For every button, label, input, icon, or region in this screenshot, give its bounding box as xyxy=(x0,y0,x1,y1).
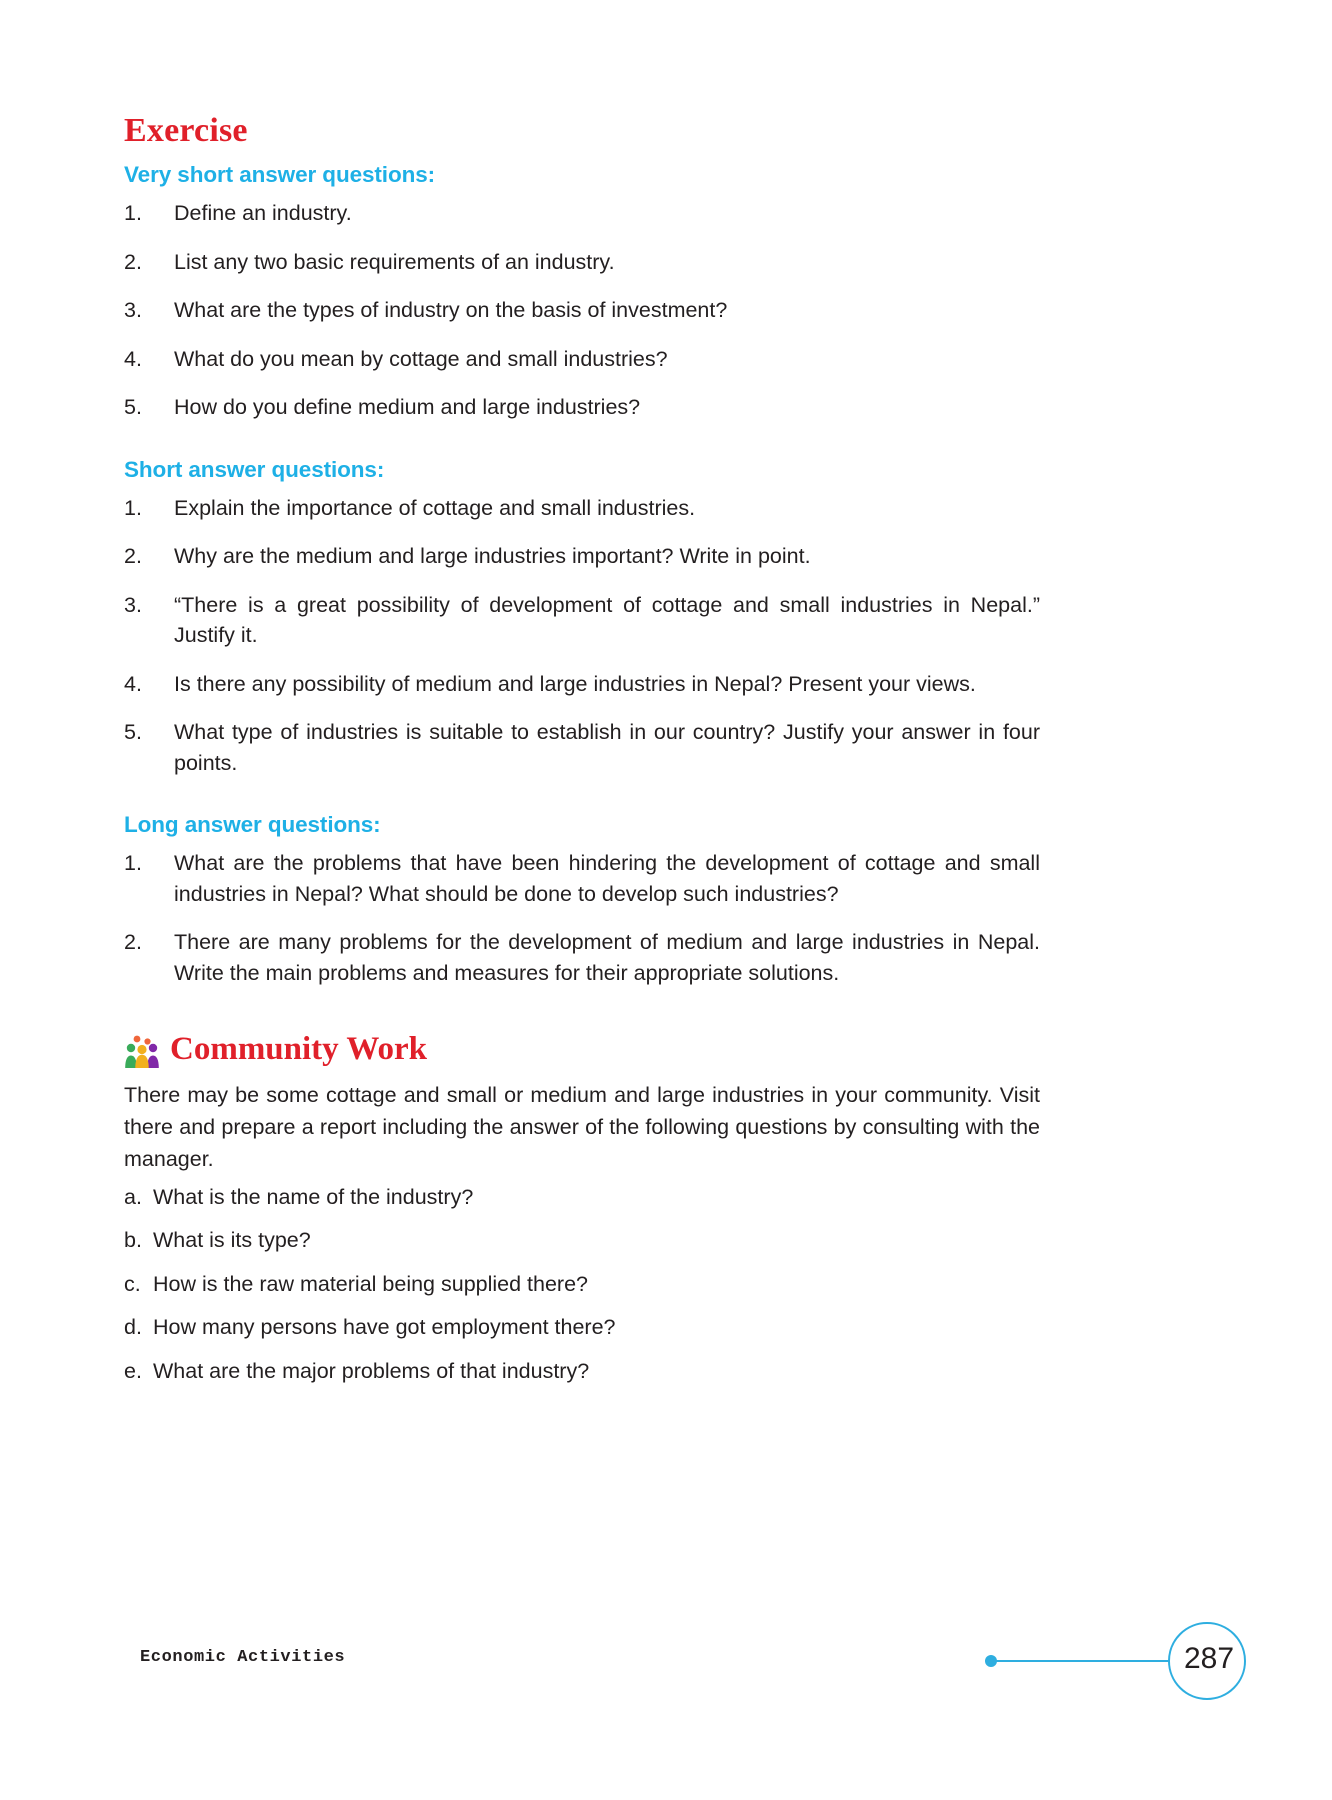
list-item xyxy=(124,590,1040,651)
item-label: d. xyxy=(124,1315,142,1340)
item-text: What type of industries is suitable to establish in our country? Justify your answer in four points. xyxy=(174,720,1040,775)
list-item xyxy=(124,247,1040,278)
footer-page-number: 287 xyxy=(1183,1642,1235,1675)
page-title: Exercise xyxy=(124,112,248,149)
section-heading-short: Short answer questions: xyxy=(124,456,385,482)
question-list-long xyxy=(124,848,1040,988)
community-work-heading xyxy=(124,1030,1040,1068)
item-text: What are the problems that have been hindering the development of cottage and small industries in Nepal? What should be done to develop such industries? xyxy=(174,851,1040,906)
item-text: There are many problems for the development of medium and large industries in Nepal. Write the main problems and measures for their appropriate solutions. xyxy=(174,930,1040,985)
item-label: e. xyxy=(124,1358,142,1383)
list-item xyxy=(124,1312,1040,1343)
item-number: 4. xyxy=(124,346,142,371)
people-group-icon xyxy=(124,1030,160,1068)
item-text: Is there any possibility of medium and large industries in Nepal? Present your views. xyxy=(174,671,976,696)
item-text: Define an industry. xyxy=(174,201,352,225)
list-item xyxy=(124,198,1040,229)
community-work-section xyxy=(124,1030,1040,1386)
item-text: “There is a great possibility of development of cottage and small industries in Nepal.” Justify it. xyxy=(174,592,1040,648)
item-label: c. xyxy=(124,1271,141,1296)
page-content xyxy=(124,112,1040,1399)
item-text: What are the types of industry on the basis of investment? xyxy=(174,298,728,323)
item-number: 2. xyxy=(124,249,142,274)
page-footer xyxy=(0,1628,1332,1688)
community-work-paragraph: There may be some cottage and small or medium and large industries in your community. Visit there and prepare a report including the answer of the following questions by consulting with the manager. xyxy=(124,1083,1040,1171)
item-text: List any two basic requirements of an industry. xyxy=(174,249,615,274)
item-number: 5. xyxy=(124,395,142,420)
item-text: Explain the importance of cottage and small industries. xyxy=(174,495,696,520)
item-number: 5. xyxy=(124,720,142,745)
item-number: 3. xyxy=(124,298,142,323)
question-list-short xyxy=(124,493,1040,779)
item-number: 4. xyxy=(124,671,142,696)
list-item xyxy=(124,927,1040,988)
community-work-question-list xyxy=(124,1182,1040,1387)
item-number: 2. xyxy=(124,930,142,955)
list-item xyxy=(124,344,1040,375)
item-text: Why are the medium and large industries important? Write in point. xyxy=(174,544,811,569)
list-item xyxy=(124,1356,1040,1387)
question-list-very-short xyxy=(124,198,1040,423)
item-number: 3. xyxy=(124,592,142,617)
list-item xyxy=(124,1182,1040,1213)
item-text: What is the name of the industry? xyxy=(153,1184,474,1209)
item-number: 1. xyxy=(124,851,142,876)
item-text: What do you mean by cottage and small industries? xyxy=(174,346,668,371)
item-text: How is the raw material being supplied there? xyxy=(153,1271,589,1296)
list-item xyxy=(124,1225,1040,1256)
item-label: b. xyxy=(124,1228,142,1253)
item-number: 2. xyxy=(124,544,142,569)
item-text: How many persons have got employment there? xyxy=(153,1315,616,1340)
item-number: 1. xyxy=(124,201,142,225)
list-item xyxy=(124,541,1040,572)
item-text: How do you define medium and large industries? xyxy=(174,395,641,420)
item-text: What are the major problems of that industry? xyxy=(153,1358,590,1383)
list-item xyxy=(124,848,1040,909)
list-item xyxy=(124,295,1040,326)
footer-chapter-name: Economic Activities xyxy=(140,1648,346,1667)
item-number: 1. xyxy=(124,495,142,520)
list-item xyxy=(124,1269,1040,1300)
list-item xyxy=(124,717,1040,778)
section-heading-very-short: Very short answer questions: xyxy=(124,162,436,187)
community-work-title: Community Work xyxy=(170,1030,428,1067)
item-label: a. xyxy=(124,1184,142,1209)
item-text: What is its type? xyxy=(153,1228,311,1253)
list-item xyxy=(124,669,1040,700)
section-heading-long: Long answer questions: xyxy=(124,812,381,838)
list-item xyxy=(124,392,1040,423)
list-item xyxy=(124,493,1040,524)
